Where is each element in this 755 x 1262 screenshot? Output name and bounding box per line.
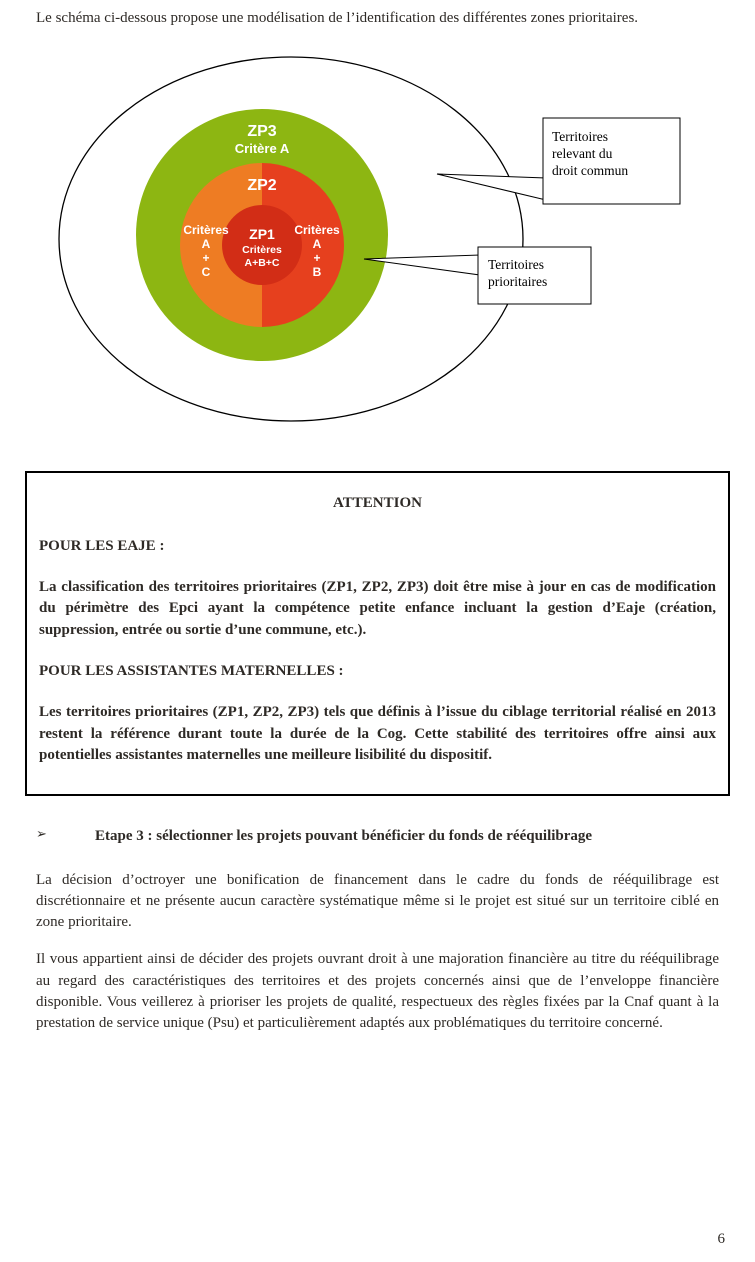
- etape3-heading: Etape 3 : sélectionner les projets pouvant bénéficier du fonds de rééquilibrage: [95, 828, 593, 845]
- zp2-left-criteria-line3: +: [202, 251, 210, 266]
- callout-droit-commun-line2: relevant du: [552, 146, 613, 162]
- zp1-criteria-line1: Critères: [242, 244, 282, 257]
- callout-droit-commun-line1: Territoires: [552, 129, 609, 145]
- attention-eaje-heading: POUR LES EAJE :: [39, 537, 165, 554]
- etape3-paragraph-2: Il vous appartient ainsi de décider des projets ouvrant droit à une majoration financière au titre du rééquilibrage au regard des caractéristiques des territoires et des projets concernés ainsi que de l’enveloppe financière disponible. Vous veillerez à prioriser les projets de qualité, respectueux des règles fixées par la Cnaf quant à la prestation de service unique (Psu) et particulièrement adaptés aux problématiques du territoire concerné.: [36, 951, 719, 1032]
- arrow-bullet-icon: ➢: [36, 827, 47, 843]
- intro-paragraph: Le schéma ci-dessous propose une modélisation de l’identification des différentes zones prioritaires.: [36, 10, 639, 26]
- attention-box: [25, 471, 730, 797]
- attention-am-heading: POUR LES ASSISTANTES MATERNELLES :: [39, 663, 344, 680]
- zp2-right-criteria-line1: Critères: [294, 223, 340, 238]
- etape3-paragraph-1: La décision d’octroyer une bonification de financement dans le cadre du fonds de rééquilibrage est discrétionnaire et ne présente aucun caractère systématique même si le projet est situé sur un territoire ciblé en zone prioritaire.: [36, 871, 719, 931]
- attention-title: ATTENTION: [333, 494, 422, 511]
- attention-eaje-text: La classification des territoires prioritaires (ZP1, ZP2, ZP3) doit être mise à jour en cas de modification du périmètre des Epci ayant la compétence petite enfance incluant la gestion d’Eaje (création, suppression, entrée ou sortie d’une commune, etc.).: [39, 579, 716, 638]
- zp2-left-criteria-line4: C: [201, 265, 211, 280]
- zp1-criteria-line2: A+B+C: [244, 257, 280, 270]
- zp2-left-criteria-line2: A: [201, 237, 211, 252]
- callout-prioritaires-line1: Territoires: [488, 257, 545, 273]
- callout-prioritaires-line2: prioritaires: [488, 274, 548, 290]
- etape3-heading-row: [36, 826, 719, 847]
- callout-droit-commun-line3: droit commun: [552, 163, 629, 179]
- page-number: 6: [717, 1230, 725, 1247]
- zp2-label: ZP2: [247, 177, 277, 195]
- zp3-criteria-label: Critère A: [234, 141, 290, 157]
- zp2-right-criteria-line4: B: [312, 265, 322, 280]
- zp2-right-criteria-line3: +: [313, 251, 321, 266]
- priority-zones-svg: [0, 51, 755, 443]
- zp1-label: ZP1: [249, 226, 275, 243]
- zones-diagram: [0, 51, 755, 450]
- zp3-label: ZP3: [247, 123, 277, 141]
- zp2-right-criteria-line2: A: [312, 237, 322, 252]
- zp2-left-criteria-line1: Critères: [183, 223, 229, 238]
- attention-am-text: Les territoires prioritaires (ZP1, ZP2, ZP3) tels que définis à l’issue du ciblage territorial réalisé en 2013 restent la référence durant toute la durée de la Cog. Cette stabilité des territoires offre ainsi aux potentielles assistantes maternelles une meilleure lisibilité du dispositif.: [39, 704, 716, 763]
